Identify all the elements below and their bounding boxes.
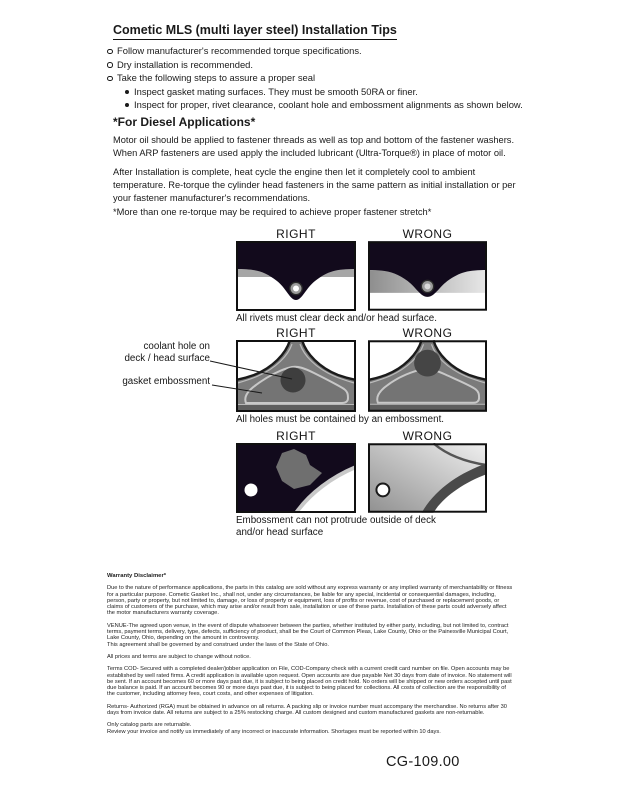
review-invoice-line: Review your invoice and notify us immediately of any incorrect or inaccurate information. Shortages must be reported within 10 days. — [107, 728, 441, 735]
wrong-label: WRONG — [402, 227, 453, 241]
disclaimer-paragraph: Due to the nature of performance applications, the parts in this catalog are sold without any express warranty or any implied warranty of merchantability or fitness for a particular purpose. Cometic Gasket Inc., shall not, under any circumstances, be liable for any special, incidental or consequential damages, including, person, party or property, but not limited to, damage, or loss of property or equipment, loss of profits or revenue, cost of purchased or replacement goods, or claims of customers of the purchase, which may arise and/or result from sale, installation or use of these parts. Installation of these parts could adversely affect the motor manufacturers warranty coverage. — [107, 585, 513, 617]
bullet-text: Take the following steps to assure a proper seal — [117, 72, 316, 84]
figure-caption: Embossment can not protrude outside of deck and/or head surface — [236, 515, 436, 538]
figure-caption: All holes must be contained by an embossment. — [236, 414, 445, 425]
returns-paragraph: Returns- Authorized (RGA) must be obtained in advance on all returns. A packing slip or invoice number must accompany the merchandise. No returns after 30 days from invoice date. All returns are subject to a 25% restocking charge. All custom designed and custom manufactured gaskets are non-returnable. — [107, 703, 507, 717]
wrong-label: WRONG — [402, 326, 453, 340]
bullet-text: Inspect gasket mating surfaces. They must be smooth 50RA or finer. — [134, 85, 418, 97]
annotation-pointer-lines — [92, 338, 392, 408]
protrusion-right-diagram — [236, 443, 356, 513]
figure-labels — [236, 429, 488, 442]
rivet-right-diagram — [236, 241, 356, 311]
list-item — [107, 44, 527, 58]
list-item — [124, 85, 527, 99]
installation-tips-list — [107, 44, 527, 112]
coolant-hole — [414, 350, 441, 377]
warranty-disclaimer-section — [107, 573, 513, 735]
bolt-hole — [245, 484, 258, 497]
coolant-hole-label: coolant hole on deck / head surface — [124, 341, 210, 364]
page-title: Cometic MLS (multi layer steel) Installation Tips — [113, 23, 397, 40]
circle-bullet-icon — [107, 76, 113, 82]
bullet-text: Inspect for proper, rivet clearance, coolant hole and embossment alignments as shown below. — [134, 99, 523, 111]
venue-paragraph: VENUE-The agreed upon venue, in the event of dispute whatsoever between the parties, whether instituted by either party, including, but not limited to, contract terms, payment terms, delivery, type, defects, sufficiency of product, shall be the Court of Common Pleas, Lake County, Ohio or the Painesville Municipal Court, Lake County, Ohio, depending on the amount in controversy. — [107, 622, 509, 642]
figure-embossment-protrusion — [236, 429, 488, 538]
terms-cod-paragraph: Terms COD- Secured with a completed dealer/jobber application on File, COD-Company check with a current credit card number on file. Open accounts may be established by well rated firms. A credit application is available upon request. Open accounts are due payable Net 30 days from date of invoice. No statement will be sent. If an account becomes 60 or more days past due, it is subject to being placed on credit hold. No orders will be shipped or new orders accepted until past due balance is paid. If an account becomes 90 or more days past due, it is subject to being placed for collections. All costs of collection are the responsibility of the customer, including attorney fees, court costs, and other expenses of litigation. — [107, 666, 512, 698]
catalog-page-code: CG-109.00 — [386, 754, 460, 770]
bolt-hole — [376, 483, 389, 496]
figure-caption: All rivets must clear deck and/or head surface. — [236, 313, 437, 324]
dot-bullet-icon — [125, 90, 129, 94]
bullet-text: Dry installation is recommended. — [117, 58, 253, 70]
governing-law-line: This agreement shall be governed by and construed under the laws of the State of Ohio. — [107, 641, 329, 648]
dot-bullet-icon — [125, 103, 129, 107]
disclaimer-heading: Warranty Disclaimer* — [107, 573, 167, 579]
list-item — [124, 98, 527, 112]
right-label: RIGHT — [276, 227, 316, 241]
list-item — [107, 58, 527, 72]
figure-panels — [236, 443, 488, 513]
catalog-parts-line: Only catalog parts are returnable. — [107, 722, 192, 729]
list-item — [107, 71, 527, 85]
rivet-wrong-diagram — [368, 241, 487, 311]
figure-panels — [236, 241, 488, 311]
bullet-text: Follow manufacturer's recommended torque specifications. — [117, 45, 362, 56]
right-label: RIGHT — [276, 326, 316, 340]
diesel-paragraph-2: After Installation is complete, heat cycle the engine then let it completely cool to ambient temperature. Re-torque the cylinder head fasteners in the same pattern as initial installation or per your fastener manufacturer's recommendations. — [113, 167, 516, 203]
prices-terms-line: All prices and terms are subject to change without notice. — [107, 653, 251, 660]
wrong-label: WRONG — [402, 429, 453, 443]
diesel-applications-heading: *For Diesel Applications* — [113, 115, 256, 129]
retorque-note: *More than one re-torque may be required to achieve proper fastener stretch* — [113, 207, 432, 217]
gasket-embossment-label: gasket embossment — [122, 376, 210, 387]
diesel-paragraph-1: Motor oil should be applied to fastener threads as well as top and bottom of the fastener washers. When ARP fasteners are used apply the included lubricant (Ultra-Torque®) in place of motor oil. — [113, 135, 515, 158]
circle-bullet-icon — [107, 62, 113, 68]
protrusion-wrong-diagram — [368, 443, 487, 513]
figure-rivet-clearance — [236, 227, 488, 325]
right-label: RIGHT — [276, 429, 316, 443]
figure-labels — [236, 227, 488, 240]
circle-bullet-icon — [107, 49, 113, 55]
